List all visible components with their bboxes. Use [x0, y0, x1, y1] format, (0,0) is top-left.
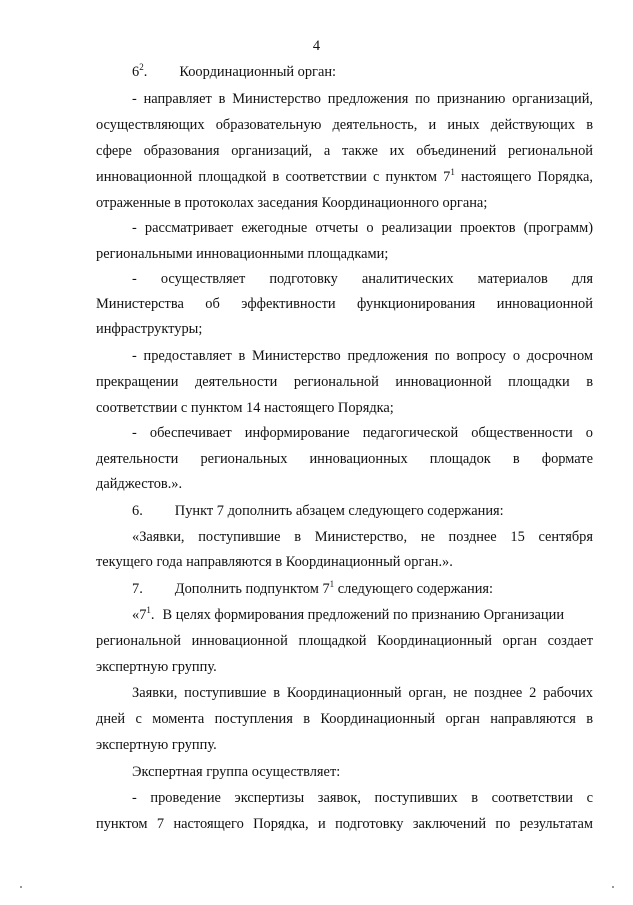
- word: в: [512, 451, 520, 467]
- list-item-line: - обеспечивает информирование педагогической общественности о: [132, 425, 593, 441]
- page-number: 4: [312, 38, 321, 54]
- word: площадок: [429, 451, 491, 467]
- paragraph-line: Экспертная группа осуществляет:: [132, 764, 341, 780]
- section-heading-6-2: [132, 63, 336, 81]
- list-item-line: - рассматривает ежегодные отчеты о реализации проектов (программ): [132, 220, 593, 236]
- word: об: [205, 296, 220, 312]
- scan-speck: [612, 886, 614, 888]
- paragraph-line: инфраструктуры;: [96, 321, 203, 337]
- word: эффективности: [241, 296, 336, 312]
- paragraph-line: отраженные в протоколах заседания Координационного органа;: [96, 195, 488, 211]
- word: -: [132, 271, 137, 287]
- list-item-line: - направляет в Министерство предложения по признанию организаций,: [132, 91, 593, 107]
- list-item-line: - проведение экспертизы заявок, поступивших в соответствии с: [132, 790, 593, 806]
- word: инновационной: [496, 296, 593, 312]
- numbered-paragraph-7: [132, 580, 493, 598]
- list-item-line: [132, 270, 593, 288]
- paragraph-number: 7.: [132, 581, 143, 597]
- word: подготовку: [269, 271, 338, 287]
- word: аналитических: [361, 271, 454, 287]
- section-number-superscript: 2: [139, 62, 144, 72]
- section-number-dot: .: [143, 64, 148, 80]
- paragraph-text: В целях формирования предложений по признанию Организации: [162, 607, 565, 623]
- paragraph-line: дней с момента поступления в Координационный орган направляются в: [96, 711, 593, 727]
- numbered-paragraph-6: [132, 502, 504, 520]
- subpoint-number: «7: [132, 607, 147, 623]
- paragraph-line: прекращении деятельности региональной инновационной площадки в: [96, 374, 593, 390]
- paragraph-line: [96, 450, 593, 468]
- list-item-line: - предоставляет в Министерство предложения по вопросу о досрочном: [132, 348, 593, 364]
- paragraph-line: региональными инновационными площадками;: [96, 246, 389, 262]
- word: функционирования: [357, 296, 476, 312]
- paragraph-text: следующего содержания:: [334, 581, 494, 597]
- section-number: 6: [132, 64, 140, 80]
- paragraph-text: Дополнить подпунктом 7: [174, 581, 330, 597]
- superscript: 1: [450, 167, 455, 177]
- subpoint-dot: .: [150, 607, 155, 623]
- superscript: 1: [329, 579, 335, 589]
- scan-speck: [20, 886, 22, 888]
- paragraph-line: осуществляющих образовательную деятельность, и иных действующих в: [96, 117, 593, 133]
- quote-line: «Заявки, поступившие в Министерство, не позднее 15 сентября: [132, 529, 593, 545]
- word: формате: [541, 451, 593, 467]
- word: региональных: [200, 451, 288, 467]
- paragraph-line: сфере образования организаций, а также их объединений региональной: [96, 143, 593, 159]
- word: материалов: [477, 271, 548, 287]
- paragraph-line: региональной инновационной площадкой Координационный орган создает: [96, 633, 593, 649]
- paragraph-number: 6.: [132, 503, 143, 519]
- paragraph-line: соответствии с пунктом 14 настоящего Порядка;: [96, 400, 394, 416]
- paragraph-line: экспертную группу.: [96, 737, 217, 753]
- paragraph-line: пунктом 7 настоящего Порядка, и подготовку заключений по результатам: [96, 816, 593, 832]
- word: Министерства: [96, 296, 184, 312]
- paragraph-text: Пункт 7 дополнить абзацем следующего содержания:: [174, 503, 504, 519]
- paragraph-line: экспертную группу.: [96, 659, 217, 675]
- subpoint-line: [132, 606, 564, 624]
- section-title: Координационный орган:: [179, 64, 337, 80]
- word: для: [571, 271, 593, 287]
- superscript: 1: [146, 605, 151, 615]
- text-fragment: инновационной площадкой в соответствии с пунктом 7: [96, 169, 451, 185]
- paragraph-line: Заявки, поступившие в Координационный орган, не позднее 2 рабочих: [132, 685, 593, 701]
- paragraph-line: [96, 295, 593, 313]
- paragraph-line: [96, 168, 593, 186]
- paragraph-line: дайджестов.».: [96, 476, 183, 492]
- text-fragment: настоящего Порядка,: [454, 169, 593, 185]
- word: осуществляет: [160, 271, 246, 287]
- quote-line: текущего года направляются в Координационный орган.».: [96, 554, 453, 570]
- word: инновационных: [309, 451, 408, 467]
- word: деятельности: [96, 451, 179, 467]
